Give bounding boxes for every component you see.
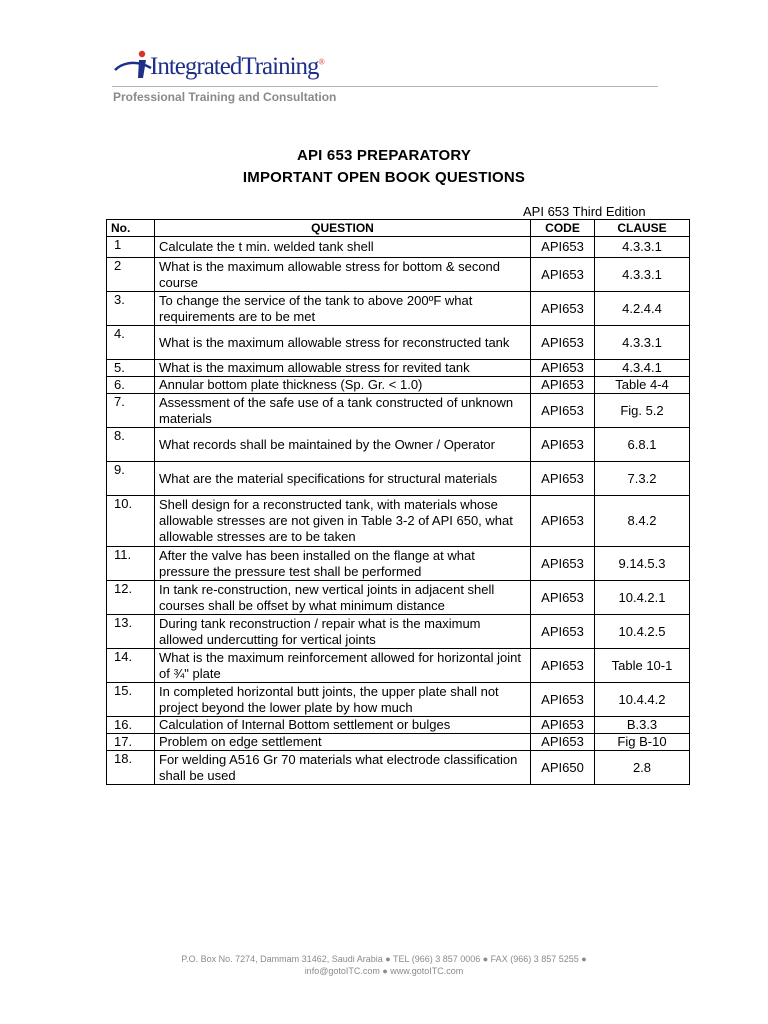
table-row <box>107 237 690 258</box>
row-question: In completed horizontal butt joints, the upper plate shall not project beyond the lower plate by how much <box>155 683 531 717</box>
table-row <box>107 377 690 394</box>
row-number: 10. <box>107 496 155 547</box>
company-logo <box>113 48 353 84</box>
row-clause: B.3.3 <box>595 717 690 734</box>
row-code: API653 <box>531 581 595 615</box>
row-clause: 6.8.1 <box>595 428 690 462</box>
table-row <box>107 717 690 734</box>
row-clause: 10.4.4.2 <box>595 683 690 717</box>
row-clause: Table 4-4 <box>595 377 690 394</box>
row-code: API653 <box>531 428 595 462</box>
row-code: API653 <box>531 377 595 394</box>
row-code: API653 <box>531 547 595 581</box>
row-code: API653 <box>531 649 595 683</box>
row-clause: 8.4.2 <box>595 496 690 547</box>
row-code: API653 <box>531 258 595 292</box>
row-number: 3. <box>107 292 155 326</box>
row-clause: 10.4.2.1 <box>595 581 690 615</box>
row-code: API653 <box>531 717 595 734</box>
row-number: 18. <box>107 751 155 785</box>
company-tagline: Professional Training and Consultation <box>113 90 337 104</box>
questions-table <box>106 219 690 785</box>
table-row <box>107 462 690 496</box>
row-number: 17. <box>107 734 155 751</box>
table-row <box>107 394 690 428</box>
row-number: 11. <box>107 547 155 581</box>
row-code: API653 <box>531 292 595 326</box>
row-number: 5. <box>107 360 155 377</box>
row-code: API653 <box>531 462 595 496</box>
table-row <box>107 360 690 377</box>
row-clause: 4.3.3.1 <box>595 258 690 292</box>
row-question: Annular bottom plate thickness (Sp. Gr. < 1.0) <box>155 377 531 394</box>
table-row <box>107 258 690 292</box>
row-question: During tank reconstruction / repair what is the maximum allowed undercutting for vertical joints <box>155 615 531 649</box>
row-number: 13. <box>107 615 155 649</box>
document-title-line-2: IMPORTANT OPEN BOOK QUESTIONS <box>242 169 526 186</box>
row-number: 7. <box>107 394 155 428</box>
table-row <box>107 496 690 547</box>
table-row <box>107 547 690 581</box>
row-clause: 7.3.2 <box>595 462 690 496</box>
table-row <box>107 615 690 649</box>
header-code: CODE <box>531 220 595 237</box>
row-clause: Fig. 5.2 <box>595 394 690 428</box>
row-code: API653 <box>531 734 595 751</box>
logo-word-integrated: Integrated <box>150 53 242 80</box>
header-question: QUESTION <box>155 220 531 237</box>
row-code: API653 <box>531 326 595 360</box>
row-question: What is the maximum allowable stress for bottom & second course <box>155 258 531 292</box>
table-row <box>107 326 690 360</box>
row-question: What is the maximum allowable stress for reconstructed tank <box>155 326 531 360</box>
row-question: Calculate the t min. welded tank shell <box>155 237 531 258</box>
row-clause: 9.14.5.3 <box>595 547 690 581</box>
row-question: Assessment of the safe use of a tank constructed of unknown materials <box>155 394 531 428</box>
logo-wordmark <box>150 53 324 81</box>
row-number: 4. <box>107 326 155 360</box>
row-clause: 10.4.2.5 <box>595 615 690 649</box>
row-code: API653 <box>531 496 595 547</box>
table-row <box>107 649 690 683</box>
row-number: 8. <box>107 428 155 462</box>
row-question: What records shall be maintained by the Owner / Operator <box>155 428 531 462</box>
row-question: In tank re-construction, new vertical joints in adjacent shell courses shall be offset by what minimum distance <box>155 581 531 615</box>
header-clause: CLAUSE <box>595 220 690 237</box>
row-question: Shell design for a reconstructed tank, with materials whose allowable stresses are not given in Table 3-2 of API 650, what allowable stresses are to be taken <box>155 496 531 547</box>
footer-address: P.O. Box No. 7274, Dammam 31462, Saudi Arabia ● TEL (966) 3 857 0006 ● FAX (966) 3 857 5255 ● <box>181 954 587 964</box>
row-number: 6. <box>107 377 155 394</box>
row-question: What are the material specifications for structural materials <box>155 462 531 496</box>
row-number: 9. <box>107 462 155 496</box>
row-code: API653 <box>531 360 595 377</box>
table-row <box>107 581 690 615</box>
row-question: What is the maximum reinforcement allowed for horizontal joint of ¾" plate <box>155 649 531 683</box>
row-code: API653 <box>531 394 595 428</box>
row-clause: 4.3.3.1 <box>595 237 690 258</box>
row-clause: 4.3.4.1 <box>595 360 690 377</box>
row-code: API653 <box>531 237 595 258</box>
table-row <box>107 428 690 462</box>
row-clause: 4.2.4.4 <box>595 292 690 326</box>
row-code: API653 <box>531 615 595 649</box>
document-title-line-1: API 653 PREPARATORY <box>296 147 472 164</box>
row-question: Problem on edge settlement <box>155 734 531 751</box>
edition-label: API 653 Third Edition <box>523 204 646 219</box>
row-code: API650 <box>531 751 595 785</box>
row-question: For welding A516 Gr 70 materials what electrode classification shall be used <box>155 751 531 785</box>
row-number: 15. <box>107 683 155 717</box>
row-number: 1 <box>107 237 155 258</box>
row-code: API653 <box>531 683 595 717</box>
table-row <box>107 734 690 751</box>
row-number: 12. <box>107 581 155 615</box>
table-row <box>107 751 690 785</box>
row-question: After the valve has been installed on the flange at what pressure the pressure test shall be performed <box>155 547 531 581</box>
row-number: 16. <box>107 717 155 734</box>
swoosh-logo-icon <box>113 48 153 84</box>
header-no: No. <box>107 220 155 237</box>
registered-mark: ® <box>318 57 324 67</box>
table-row <box>107 683 690 717</box>
row-clause: 4.3.3.1 <box>595 326 690 360</box>
row-question: What is the maximum allowable stress for revited tank <box>155 360 531 377</box>
row-clause: Table 10-1 <box>595 649 690 683</box>
row-question: Calculation of Internal Bottom settlement or bulges <box>155 717 531 734</box>
header-divider <box>112 86 658 87</box>
footer-contact: info@gotoITC.com ● www.gotoITC.com <box>304 966 464 976</box>
row-question: To change the service of the tank to above 200ºF what requirements are to be met <box>155 292 531 326</box>
row-number: 14. <box>107 649 155 683</box>
table-header-row <box>107 220 690 237</box>
table-row <box>107 292 690 326</box>
logo-word-training: Training <box>241 53 319 80</box>
row-number: 2 <box>107 258 155 292</box>
row-clause: Fig B-10 <box>595 734 690 751</box>
row-clause: 2.8 <box>595 751 690 785</box>
